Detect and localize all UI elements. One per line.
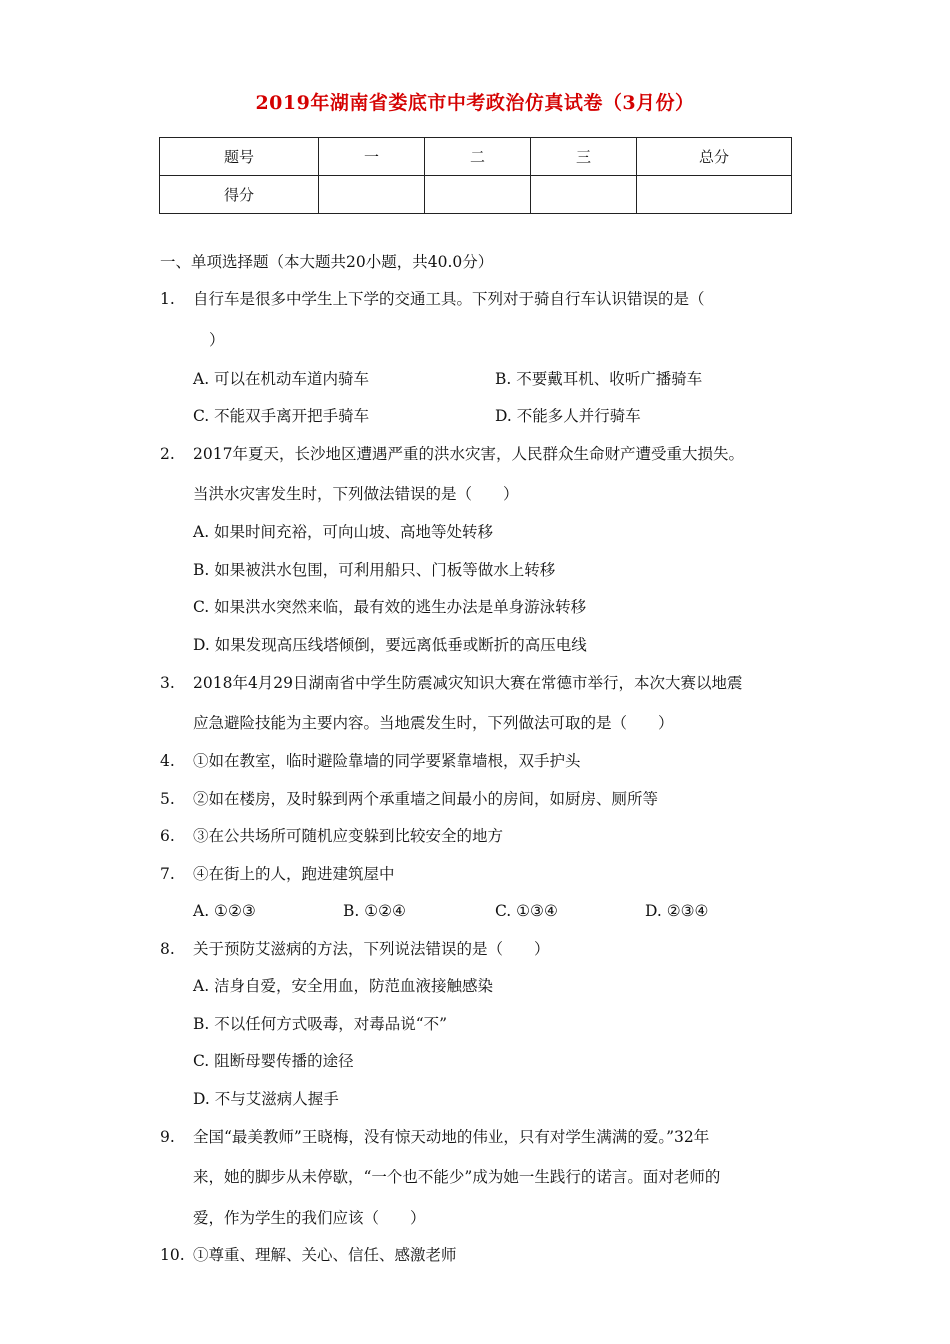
score-table-header-row xyxy=(160,138,792,176)
option-b: B. 如果被洪水包围，可利用船只、门板等做水上转移 xyxy=(193,561,556,579)
table-cell xyxy=(425,176,531,214)
score-table-score-row xyxy=(160,176,792,214)
question-number: 1. xyxy=(160,290,175,308)
question-text: 2017年夏天，长沙地区遭遇严重的洪水灾害，人民群众生命财产遭受重大损失。 xyxy=(193,445,744,463)
option-c: C. 如果洪水突然来临，最有效的逃生办法是单身游泳转移 xyxy=(193,598,587,616)
option-b: B. ①②④ xyxy=(343,902,406,920)
question-text: 全国“最美教师”王晓梅，没有惊天动地的伟业，只有对学生满满的爱。”32年 xyxy=(193,1128,710,1146)
table-cell: 题号 xyxy=(160,138,319,176)
score-table xyxy=(159,137,792,214)
table-cell xyxy=(531,176,637,214)
question-number: 7. xyxy=(160,865,175,883)
exam-title: 2019年湖南省娄底市中考政治仿真试卷（3月份） xyxy=(255,92,695,114)
option-a: A. 洁身自爱，安全用血，防范血液接触感染 xyxy=(193,977,494,995)
question-number: 10. xyxy=(160,1246,185,1264)
question-text: 自行车是很多中学生上下学的交通工具。下列对于骑自行车认识错误的是（ xyxy=(193,290,705,308)
table-cell xyxy=(319,176,425,214)
question-number: 2. xyxy=(160,445,175,463)
option-d: D. ②③④ xyxy=(645,902,709,920)
option-b: B. 不以任何方式吸毒，对毒品说“不” xyxy=(193,1015,448,1033)
option-c: C. 不能双手离开把手骑车 xyxy=(193,407,370,425)
option-c: C. ①③④ xyxy=(495,902,558,920)
option-d: D. 如果发现高压线塔倾倒，要远离低垂或断折的高压电线 xyxy=(193,636,587,654)
question-text: ①尊重、理解、关心、信任、感激老师 xyxy=(193,1246,457,1264)
question-number: 3. xyxy=(160,674,175,692)
question-number: 8. xyxy=(160,940,175,958)
table-cell xyxy=(637,176,792,214)
option-c: C. 阻断母婴传播的途径 xyxy=(193,1052,354,1070)
question-number: 5. xyxy=(160,790,175,808)
option-d: D. 不能多人并行骑车 xyxy=(495,407,641,425)
table-cell: 三 xyxy=(531,138,637,176)
table-cell: 一 xyxy=(319,138,425,176)
question-text: ③在公共场所可随机应变躲到比较安全的地方 xyxy=(193,827,504,845)
option-a: A. 可以在机动车道内骑车 xyxy=(193,370,370,388)
question-number: 4. xyxy=(160,752,175,770)
question-text: ） xyxy=(209,331,225,349)
option-a: A. 如果时间充裕，可向山坡、高地等处转移 xyxy=(193,523,494,541)
question-text: 关于预防艾滋病的方法，下列说法错误的是（ ） xyxy=(193,940,550,958)
question-number: 9. xyxy=(160,1128,175,1146)
question-text: 爱，作为学生的我们应该（ ） xyxy=(193,1209,426,1227)
question-number: 6. xyxy=(160,827,175,845)
option-d: D. 不与艾滋病人握手 xyxy=(193,1090,339,1108)
table-cell: 总分 xyxy=(637,138,792,176)
question-text: 2018年4月29日湖南省中学生防震减灾知识大赛在常德市举行，本次大赛以地震 xyxy=(193,674,743,692)
option-b: B. 不要戴耳机、收听广播骑车 xyxy=(495,370,703,388)
question-text: ②如在楼房，及时躲到两个承重墙之间最小的房间，如厨房、厕所等 xyxy=(193,790,659,808)
question-text: ④在街上的人，跑进建筑屋中 xyxy=(193,865,395,883)
table-cell: 二 xyxy=(425,138,531,176)
table-cell: 得分 xyxy=(160,176,319,214)
section-heading: 一、单项选择题（本大题共20小题，共40.0分） xyxy=(160,253,494,271)
question-text: ①如在教室，临时避险靠墙的同学要紧靠墙根，双手护头 xyxy=(193,752,581,770)
question-text: 当洪水灾害发生时，下列做法错误的是（ ） xyxy=(193,485,519,503)
question-text: 来，她的脚步从未停歇，“一个也不能少”成为她一生践行的诺言。面对老师的 xyxy=(193,1168,721,1186)
option-a: A. ①②③ xyxy=(193,902,256,920)
question-text: 应急避险技能为主要内容。当地震发生时，下列做法可取的是（ ） xyxy=(193,714,674,732)
